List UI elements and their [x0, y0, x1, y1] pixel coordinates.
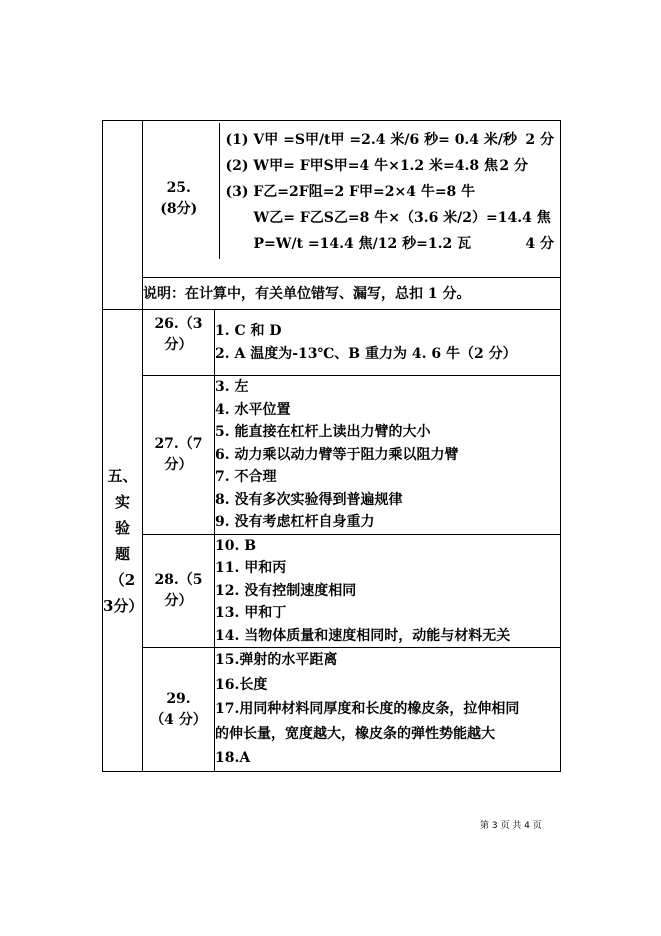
q26-row [103, 310, 561, 376]
q28-number-cell: 28.（5 分） [143, 534, 215, 648]
q28-answer-11: 11. 甲和丙 [215, 560, 287, 576]
q27-number-cell: 27.（7 分） [143, 376, 215, 535]
q27-answer-8: 8. 没有多次实验得到普遍规律 [215, 491, 403, 508]
note-text: 说明：在计算中，有关单位错写、漏写，总扣 1 分。 [143, 278, 561, 310]
q28-answer-cell [215, 534, 561, 648]
q25-line-5: P=W/t =14.4 焦/12 秒=1.2 瓦 4 分 [253, 236, 554, 252]
q29-answer-16: 16.长度 [215, 676, 268, 693]
q25-number: 25. [166, 180, 191, 196]
q26-answer-2: 2. A 温度为-13℃、B 重力为 4. 6 牛（2 分） [215, 345, 517, 362]
q29-number-cell: 29. （4 分） [143, 648, 215, 772]
q25-score: (8分) [160, 201, 198, 217]
q27-answer-3: 3. 左 [215, 379, 249, 395]
q29-answer-17: 17.用同种材料同厚度和长度的橡皮条，拉伸相同 [215, 701, 520, 718]
q28-answer-13: 13. 甲和丁 [215, 605, 287, 621]
section-5-label: 五、 实 验 题 （2 3分） [103, 310, 143, 772]
section-4-cell [103, 121, 143, 310]
q29-row [103, 648, 561, 772]
q27-answer-4: 4. 水平位置 [215, 401, 291, 418]
q28-answer-12: 12. 没有控制速度相同 [215, 582, 357, 599]
q25-line-2: (2) W甲= F甲S甲=4 牛×1.2 米=4.8 焦 2 分 [225, 158, 528, 174]
q27-row [103, 376, 561, 535]
q28-answer-14: 14. 当物体质量和速度相同时，动能与材料无关 [215, 627, 511, 644]
q28-answer-10: 10. B [215, 537, 257, 554]
q29-answer-18: 18.A [215, 750, 251, 767]
q25-solution [219, 123, 561, 259]
q29-answer-15: 15.弹射的水平距离 [215, 652, 338, 669]
q25-line-3: (3) F乙=2F阻=2 F甲=2×4 牛=8 牛 [225, 184, 476, 200]
q27-answer-cell [215, 376, 561, 535]
answer-table [102, 120, 561, 772]
q25-answer-cell [215, 121, 561, 278]
q25-number-cell [143, 121, 215, 278]
q27-answer-9: 9. 没有考虑杠杆自身重力 [215, 514, 375, 530]
page-footer: 第 3 页 共 4 页 [480, 821, 542, 831]
q29-answer-cell [215, 648, 561, 772]
q25-line-1: (1) V甲 =S甲/t甲 =2.4 米/6 秒= 0.4 米/秒 2 分 [225, 132, 554, 148]
q26-number-cell: 26.（3 分） [143, 310, 215, 376]
q29-answer-17-cont: 的伸长量，宽度越大，橡皮条的弹性势能越大 [215, 725, 495, 742]
q28-row [103, 534, 561, 648]
q26-answer-1: 1. C 和 D [215, 323, 282, 339]
q25-row [103, 121, 561, 278]
q27-answer-7: 7. 不合理 [215, 469, 277, 485]
q27-answer-5: 5. 能直接在杠杆上读出力臂的大小 [215, 424, 431, 440]
note-row [103, 278, 561, 310]
q27-answer-6: 6. 动力乘以动力臂等于阻力乘以阻力臂 [215, 446, 459, 463]
q25-line-4: W乙= F乙S乙=8 牛×（3.6 米/2）=14.4 焦 [253, 210, 551, 226]
q26-answer-cell [215, 310, 561, 376]
